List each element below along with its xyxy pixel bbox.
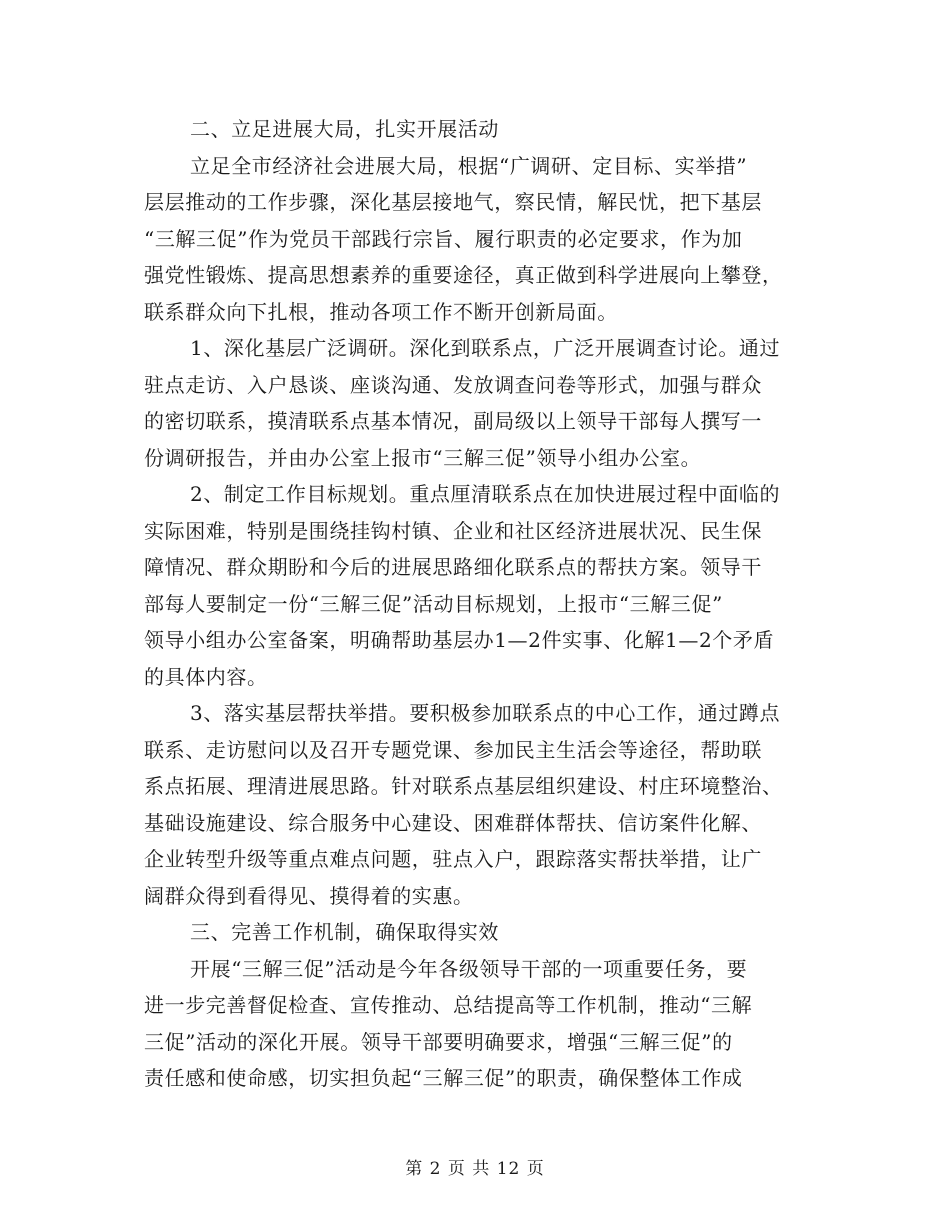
paragraph-line: 立足全市经济社会进展大局，根据“广调研、定目标、实举措” [190,153,748,178]
paragraph-line: 开展“三解三促”活动是今年各级领导干部的一项重要任务，要 [190,956,748,981]
paragraph-line: 企业转型升级等重点难点问题，驻点入户，跟踪落实帮扶举措，让广 [144,847,762,871]
paragraph-line: 的具体内容。 [144,664,268,689]
paragraph-line: 进一步完善督促检查、宣传推动、总结提高等工作机制，推动“三解 [144,993,753,1017]
paragraph-line: 层层推动的工作步骤，深化基层接地气，察民情，解民忧，把下基层 [144,190,762,214]
paragraph-line: 1、深化基层广泛调研。深化到联系点，广泛开展调查讨论。通过 [190,336,781,360]
paragraph-line: 的密切联系，摸清联系点基本情况，副局级以上领导干部每人撰写一 [144,409,762,433]
paragraph-line: 2、制定工作目标规划。重点厘清联系点在加快进展过程中面临的 [190,482,781,506]
paragraph-line: 责任感和使命感，切实担负起“三解三促”的职责，确保整体工作成 [144,1066,743,1090]
paragraph-line: 份调研报告，并由办公室上报市“三解三促”领导小组办公室。 [144,445,702,470]
paragraph-line: 联系群众向下扎根，推动各项工作不断开创新局面。 [144,299,618,324]
paragraph-line: 系点拓展、理清进展思路。针对联系点基层组织建设、村庄环境整治、 [144,774,783,798]
paragraph-line: 3、落实基层帮扶举措。要积极参加联系点的中心工作，通过蹲点 [190,701,781,725]
paragraph-line: 强党性锻炼、提高思想素养的重要途径，真正做到科学进展向上攀登， [144,263,783,287]
document-body [144,111,816,1097]
paragraph-line: 部每人要制定一份“三解三促”活动目标规划，上报市“三解三促” [144,591,723,616]
paragraph-line: 实际困难，特别是围绕挂钩村镇、企业和社区经济进展状况、民生保 [144,518,762,543]
paragraph-line: 阔群众得到看得见、摸得着的实惠。 [144,883,474,908]
section-heading: 三、完善工作机制，确保取得实效 [190,920,499,944]
paragraph-line: 障情况、群众期盼和今后的进展思路细化联系点的帮扶方案。领导干 [144,555,762,579]
paragraph-line: 驻点走访、入户恳谈、座谈沟通、发放调查问卷等形式，加强与群众 [144,372,762,397]
page-number-footer: 第 2 页 共 12 页 [405,1159,545,1179]
paragraph-line: 三促”活动的深化开展。领导干部要明确要求，增强“三解三促”的 [144,1029,733,1054]
paragraph-line: 联系、走访慰问以及召开专题党课、参加民主生活会等途径，帮助联 [144,737,762,762]
paragraph-line: 领导小组办公室备案，明确帮助基层办1—2件实事、化解1—2个矛盾 [144,628,775,652]
paragraph-line: 基础设施建设、综合服务中心建设、困难群体帮扶、信访案件化解、 [144,810,762,835]
paragraph-line: “三解三促”作为党员干部践行宗旨、履行职责的必定要求，作为加 [144,226,743,251]
section-heading: 二、立足进展大局，扎实开展活动 [190,117,499,141]
